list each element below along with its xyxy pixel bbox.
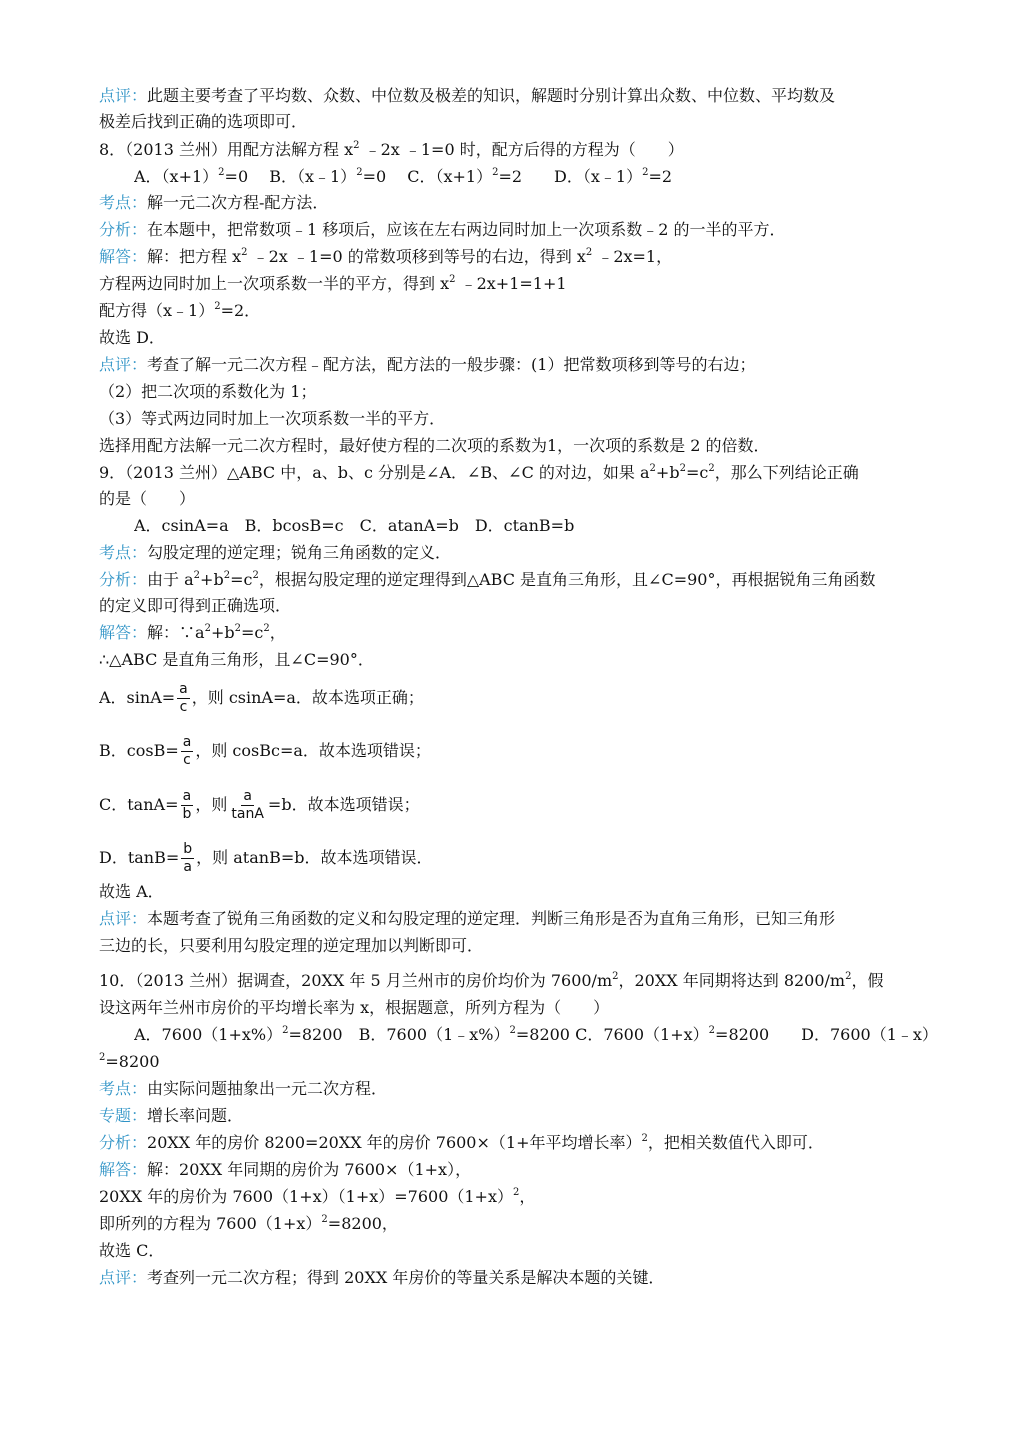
line-text: 解：20XX 年同期的房价为 7600×（1+x），: [147, 1160, 472, 1179]
fraction-line: A．sinA= $\frac{a}{c}$ ，则 csinA=a．故本选项正确；: [99, 681, 424, 715]
section-tag: 分析：: [99, 220, 148, 239]
fraction: [180, 788, 193, 823]
line-text: 9．（2013 兰州）△ABC 中，a、b、c 分别是∠A．∠B、∠C 的对边，如果 $a^2+b^2=c^2$，那么下列结论正确: [99, 463, 859, 482]
annotated-line: [99, 567, 935, 593]
text-line: [99, 433, 935, 459]
text-line: [99, 593, 935, 619]
text-line: [99, 1184, 935, 1210]
fraction: [229, 788, 266, 823]
line-text: 此题主要考查了平均数、众数、中位数及极差的知识，解题时分别计算出众数、中位数、平均数及: [147, 86, 836, 105]
line-text: 故选 A．: [99, 882, 164, 901]
annotated-line: [99, 620, 935, 646]
fraction: [181, 734, 194, 769]
line-text: ∴△ABC 是直角三角形，且∠C=90°．: [99, 650, 374, 669]
text-line: [134, 513, 970, 539]
line-text: 解一元二次方程-配方法．: [147, 193, 329, 212]
line-text: 增长率问题．: [147, 1106, 244, 1125]
line-text: 10．（2013 兰州）据调查，20XX 年 5 月兰州市的房价均价为 $7600/m^2$，20XX 年同期将达到 $8200/m^2$，假: [99, 971, 884, 990]
line-text: A．$(x+1)^2=0$ B．（x﹣1）$^2$=0 C．$(x+1)^2=2$ D．（x﹣1）$^2$=2: [134, 167, 673, 186]
fraction-numerator: a: [179, 681, 188, 697]
annotated-line: [99, 190, 935, 216]
text-line: [99, 109, 935, 135]
line-text: $^2$=8200: [99, 1052, 160, 1071]
text-line: [99, 486, 935, 512]
fraction-numerator: a: [243, 788, 252, 804]
line-text: 20XX 年的房价 8200=20XX 年的房价 7600×（1+年平均增长率）$^2$，把相关数值代入即可．: [147, 1133, 824, 1152]
line-text: 故选 C．: [99, 1241, 165, 1260]
text-line: [99, 933, 935, 959]
line-text: （3）等式两边同时加上一次项系数一半的平方．: [99, 409, 446, 428]
section-tag: 解答：: [99, 623, 148, 642]
section-tag: 点评：: [99, 86, 148, 105]
section-tag: 考点：: [99, 543, 148, 562]
fraction: [181, 841, 194, 876]
fraction-denominator: a: [183, 859, 193, 875]
annotated-line: [99, 1157, 935, 1183]
section-tag: 解答：: [99, 1160, 148, 1179]
line-text: 本题考查了锐角三角函数的定义和勾股定理的逆定理．判断三角形是否为直角三角形，已知三角形: [147, 909, 836, 928]
section-tag: 点评：: [99, 909, 148, 928]
annotated-line: [99, 1265, 935, 1291]
annotated-line: [99, 1076, 935, 1102]
line-text: 解：把方程 $x^2$ ﹣2x ﹣1=0 的常数项移到等号的右边，得到 $x^2$ ﹣2x=1，: [147, 247, 673, 266]
annotated-line: [99, 906, 935, 932]
annotated-line: [99, 1103, 935, 1129]
line-text: 解：$\because a^2+b^2=c^2$，: [147, 623, 286, 642]
fraction-denominator: c: [179, 699, 188, 715]
fraction-line: D．tanB= $\frac{b}{a}$ ，则 atanB=b．故本选项错误．: [99, 841, 433, 875]
line-text: 由于 $a^2+b^2=c^2$，根据勾股定理的逆定理得到△ABC 是直角三角形，且∠C=90°，再根据锐角三角函数: [147, 570, 876, 589]
section-tag: 专题：: [99, 1106, 148, 1125]
text-line: [99, 460, 935, 486]
fraction-numerator: a: [182, 788, 192, 804]
annotated-line: [99, 1130, 935, 1156]
fraction-denominator: b: [182, 806, 192, 822]
text-line: [134, 164, 970, 190]
section-tag: 分析：: [99, 570, 148, 589]
text-line: [99, 1049, 935, 1075]
text-line: [134, 1022, 970, 1048]
fraction-denominator: c: [183, 752, 191, 768]
line-text: A．$7600(1+x\%)^2=8200$ B．7600（1﹣x%）$^2$=8200 C．$7600(1+x)^2=8200$ D．7600（1﹣x）: [134, 1025, 938, 1044]
text-line: [99, 1238, 935, 1264]
text-line: [99, 968, 935, 994]
fraction-numerator: b: [183, 841, 193, 857]
line-text: 故选 D．: [99, 328, 165, 347]
annotated-line: [99, 83, 935, 109]
line-text: 20XX 年的房价为 $7600(1+x)(1+x)=7600(1+x)^2$，: [99, 1187, 536, 1206]
line-text: 选择用配方法解一元二次方程时，最好使方程的二次项的系数为1，一次项的系数是 2 的倍数．: [99, 436, 770, 455]
section-tag: 分析：: [99, 1133, 148, 1152]
line-text: 的是（ ）: [99, 489, 196, 508]
line-text: 三边的长，只要利用勾股定理的逆定理加以判断即可．: [99, 936, 484, 955]
fraction-numerator: a: [182, 734, 192, 750]
line-text: （2）把二次项的系数化为 1；: [99, 382, 317, 401]
line-text: 即所列的方程为 $7600(1+x)^2=8200$，: [99, 1214, 398, 1233]
line-text: 极差后找到正确的选项即可．: [99, 112, 308, 131]
section-tag: 考点：: [99, 1079, 148, 1098]
annotated-line: [99, 540, 935, 566]
line-text: 勾股定理的逆定理；锐角三角函数的定义．: [147, 543, 452, 562]
text-line: [99, 271, 935, 297]
line-text: A．csinA=a B．bcosB=c C．atanA=b D．ctanB=b: [134, 516, 575, 535]
fraction: [177, 681, 190, 716]
annotated-line: [99, 217, 935, 243]
text-line: [99, 298, 935, 324]
line-text: 的定义即可得到正确选项．: [99, 596, 292, 615]
line-text: 8．（2013 兰州）用配方法解方程 $x^2$ ﹣2x ﹣1=0 时，配方后得的方程为（ ）: [99, 140, 684, 159]
text-line: [99, 995, 935, 1021]
line-text: 设这两年兰州市房价的平均增长率为 x，根据题意，所列方程为（ ）: [99, 998, 610, 1017]
fraction-line: B．cosB= $\frac{a}{c}$ ，则 cosBc=a．故本选项错误；: [99, 734, 431, 768]
annotated-line: [99, 244, 935, 270]
section-tag: 点评：: [99, 1268, 148, 1287]
line-text: 考查列一元二次方程；得到 20XX 年房价的等量关系是解决本题的关键．: [147, 1268, 665, 1287]
text-line: [99, 647, 935, 673]
line-text: 方程两边同时加上一次项系数一半的平方，得到 $x^2$ ﹣2x+1=1+1: [99, 274, 567, 293]
line-text: 由实际问题抽象出一元二次方程．: [147, 1079, 388, 1098]
fraction-line: C．tanA= $\frac{a}{b}$ ，则 $\frac{a}{\tan A}$ =b．故本选项错误；: [99, 788, 420, 822]
text-line: [99, 379, 935, 405]
text-line: [99, 325, 935, 351]
annotated-line: [99, 352, 935, 378]
line-text: 考查了解一元二次方程﹣配方法，配方法的一般步骤：(1）把常数项移到等号的右边；: [147, 355, 756, 374]
text-line: [99, 137, 935, 163]
fraction-denominator: tanA: [231, 806, 264, 822]
text-line: [99, 1211, 935, 1237]
section-tag: 考点：: [99, 193, 148, 212]
line-text: 在本题中，把常数项﹣1 移项后，应该在左右两边同时加上一次项系数﹣2 的一半的平方．: [147, 220, 786, 239]
section-tag: 解答：: [99, 247, 148, 266]
text-line: [99, 406, 935, 432]
section-tag: 点评：: [99, 355, 148, 374]
line-text: 配方得（x﹣1）$^2$=2．: [99, 301, 261, 320]
